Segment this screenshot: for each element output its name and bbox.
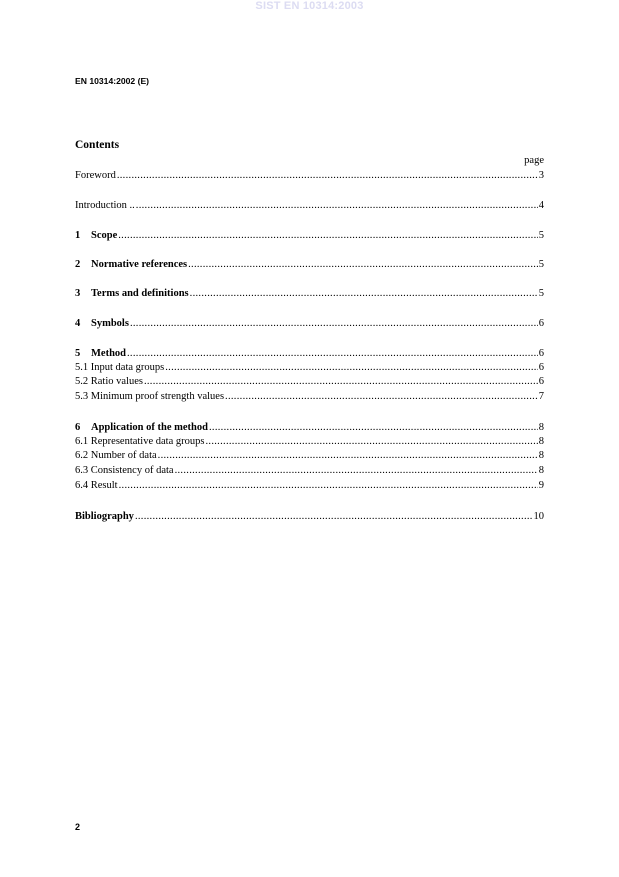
page-number: 2 xyxy=(75,822,81,832)
toc-entry-number: 1 xyxy=(75,230,81,241)
toc-entry-page: 5 xyxy=(538,230,544,241)
toc-entry-page: 4 xyxy=(538,200,544,211)
toc-entry-minimum-proof-strength[interactable] xyxy=(75,390,544,403)
toc-entry-label xyxy=(75,317,129,330)
toc-leader xyxy=(119,479,538,492)
toc-entry-foreword[interactable] xyxy=(75,169,544,182)
toc-entry-page: 3 xyxy=(538,170,544,181)
toc-entry-number-of-data[interactable] xyxy=(75,449,544,462)
toc-leader xyxy=(175,464,538,477)
toc-entry-label: Foreword xyxy=(75,170,116,181)
toc-entry-page: 9 xyxy=(538,480,544,491)
watermark: SIST EN 10314:2003 xyxy=(255,0,364,12)
toc-entry-label: 5.2 Ratio values xyxy=(75,376,143,387)
toc-entry-number: 5 xyxy=(75,348,81,359)
toc-entry-page: 8 xyxy=(538,422,544,433)
toc-leader xyxy=(225,390,538,403)
toc-entry-label xyxy=(75,347,126,360)
toc-entry-number: 4 xyxy=(75,318,81,329)
document-id: EN 10314:2002 (E) xyxy=(75,76,150,86)
toc-entry-label: 6.3 Consistency of data xyxy=(75,465,174,476)
page-column-label: page xyxy=(524,155,544,166)
toc-entry-bibliography[interactable] xyxy=(75,510,544,523)
toc-entry-terms-and-definitions[interactable] xyxy=(75,287,544,300)
toc-entry-number: 3 xyxy=(75,288,81,299)
toc-entry-scope[interactable] xyxy=(75,229,544,242)
toc-entry-number: 2 xyxy=(75,259,81,270)
toc-entry-label: Bibliography xyxy=(75,511,134,522)
toc-leader xyxy=(130,317,538,330)
toc-entry-consistency-of-data[interactable] xyxy=(75,464,544,477)
toc-entry-page: 8 xyxy=(538,436,544,447)
toc-entry-symbols[interactable] xyxy=(75,317,544,330)
toc-entry-label: 5.3 Minimum proof strength values xyxy=(75,391,225,402)
toc-entry-label xyxy=(75,229,117,242)
toc-entry-page: 10 xyxy=(533,511,544,522)
toc-entry-page: 5 xyxy=(538,259,544,270)
toc-leader xyxy=(165,361,538,374)
toc-entry-page: 7 xyxy=(538,391,544,402)
contents-title: Contents xyxy=(75,139,120,151)
toc-entry-page: 8 xyxy=(538,450,544,461)
toc-entry-title: Terms and definitions xyxy=(91,288,189,299)
toc-entry-title: Scope xyxy=(91,230,118,241)
toc-entry-input-data-groups[interactable] xyxy=(75,361,544,374)
toc-entry-page: 6 xyxy=(538,348,544,359)
toc-entry-number: 6 xyxy=(75,422,81,433)
toc-entry-ratio-values[interactable] xyxy=(75,375,544,388)
toc-entry-label: 6.1 Representative data groups xyxy=(75,436,205,447)
toc-entry-title: Method xyxy=(91,348,126,359)
toc-entry-normative-references[interactable] xyxy=(75,258,544,271)
toc-entry-application-of-the-method[interactable] xyxy=(75,421,544,434)
toc-leader xyxy=(135,510,533,523)
toc-entry-title: Symbols xyxy=(91,318,129,329)
toc-entry-page: 6 xyxy=(538,318,544,329)
toc-entry-page: 8 xyxy=(538,465,544,476)
toc-entry-label xyxy=(75,258,187,271)
toc-entry-page: 6 xyxy=(538,362,544,373)
toc-entry-method[interactable] xyxy=(75,347,544,360)
toc-entry-page: 5 xyxy=(538,288,544,299)
toc-entry-label: Introduction .. xyxy=(75,200,135,211)
toc-entry-label xyxy=(75,287,189,300)
toc-entry-label xyxy=(75,421,208,434)
toc-entry-label: 6.2 Number of data xyxy=(75,450,157,461)
toc-entry-introduction[interactable] xyxy=(75,199,544,212)
toc-entry-label: 6.4 Result xyxy=(75,480,118,491)
toc-entry-result[interactable] xyxy=(75,479,544,492)
toc-leader xyxy=(190,287,538,300)
toc-entry-page: 6 xyxy=(538,376,544,387)
toc-leader xyxy=(144,375,538,388)
toc-entry-label: 5.1 Input data groups xyxy=(75,362,165,373)
toc-leader xyxy=(188,258,538,271)
toc-leader xyxy=(136,199,538,212)
toc-entry-title: Application of the method xyxy=(91,422,208,433)
toc-leader xyxy=(158,449,538,462)
toc-leader xyxy=(127,347,538,360)
toc-entry-title: Normative references xyxy=(91,259,188,270)
toc-leader xyxy=(117,169,538,182)
toc-leader xyxy=(118,229,538,242)
toc-leader xyxy=(205,435,537,448)
toc-entry-representative-data-groups[interactable] xyxy=(75,435,544,448)
toc-leader xyxy=(209,421,538,434)
